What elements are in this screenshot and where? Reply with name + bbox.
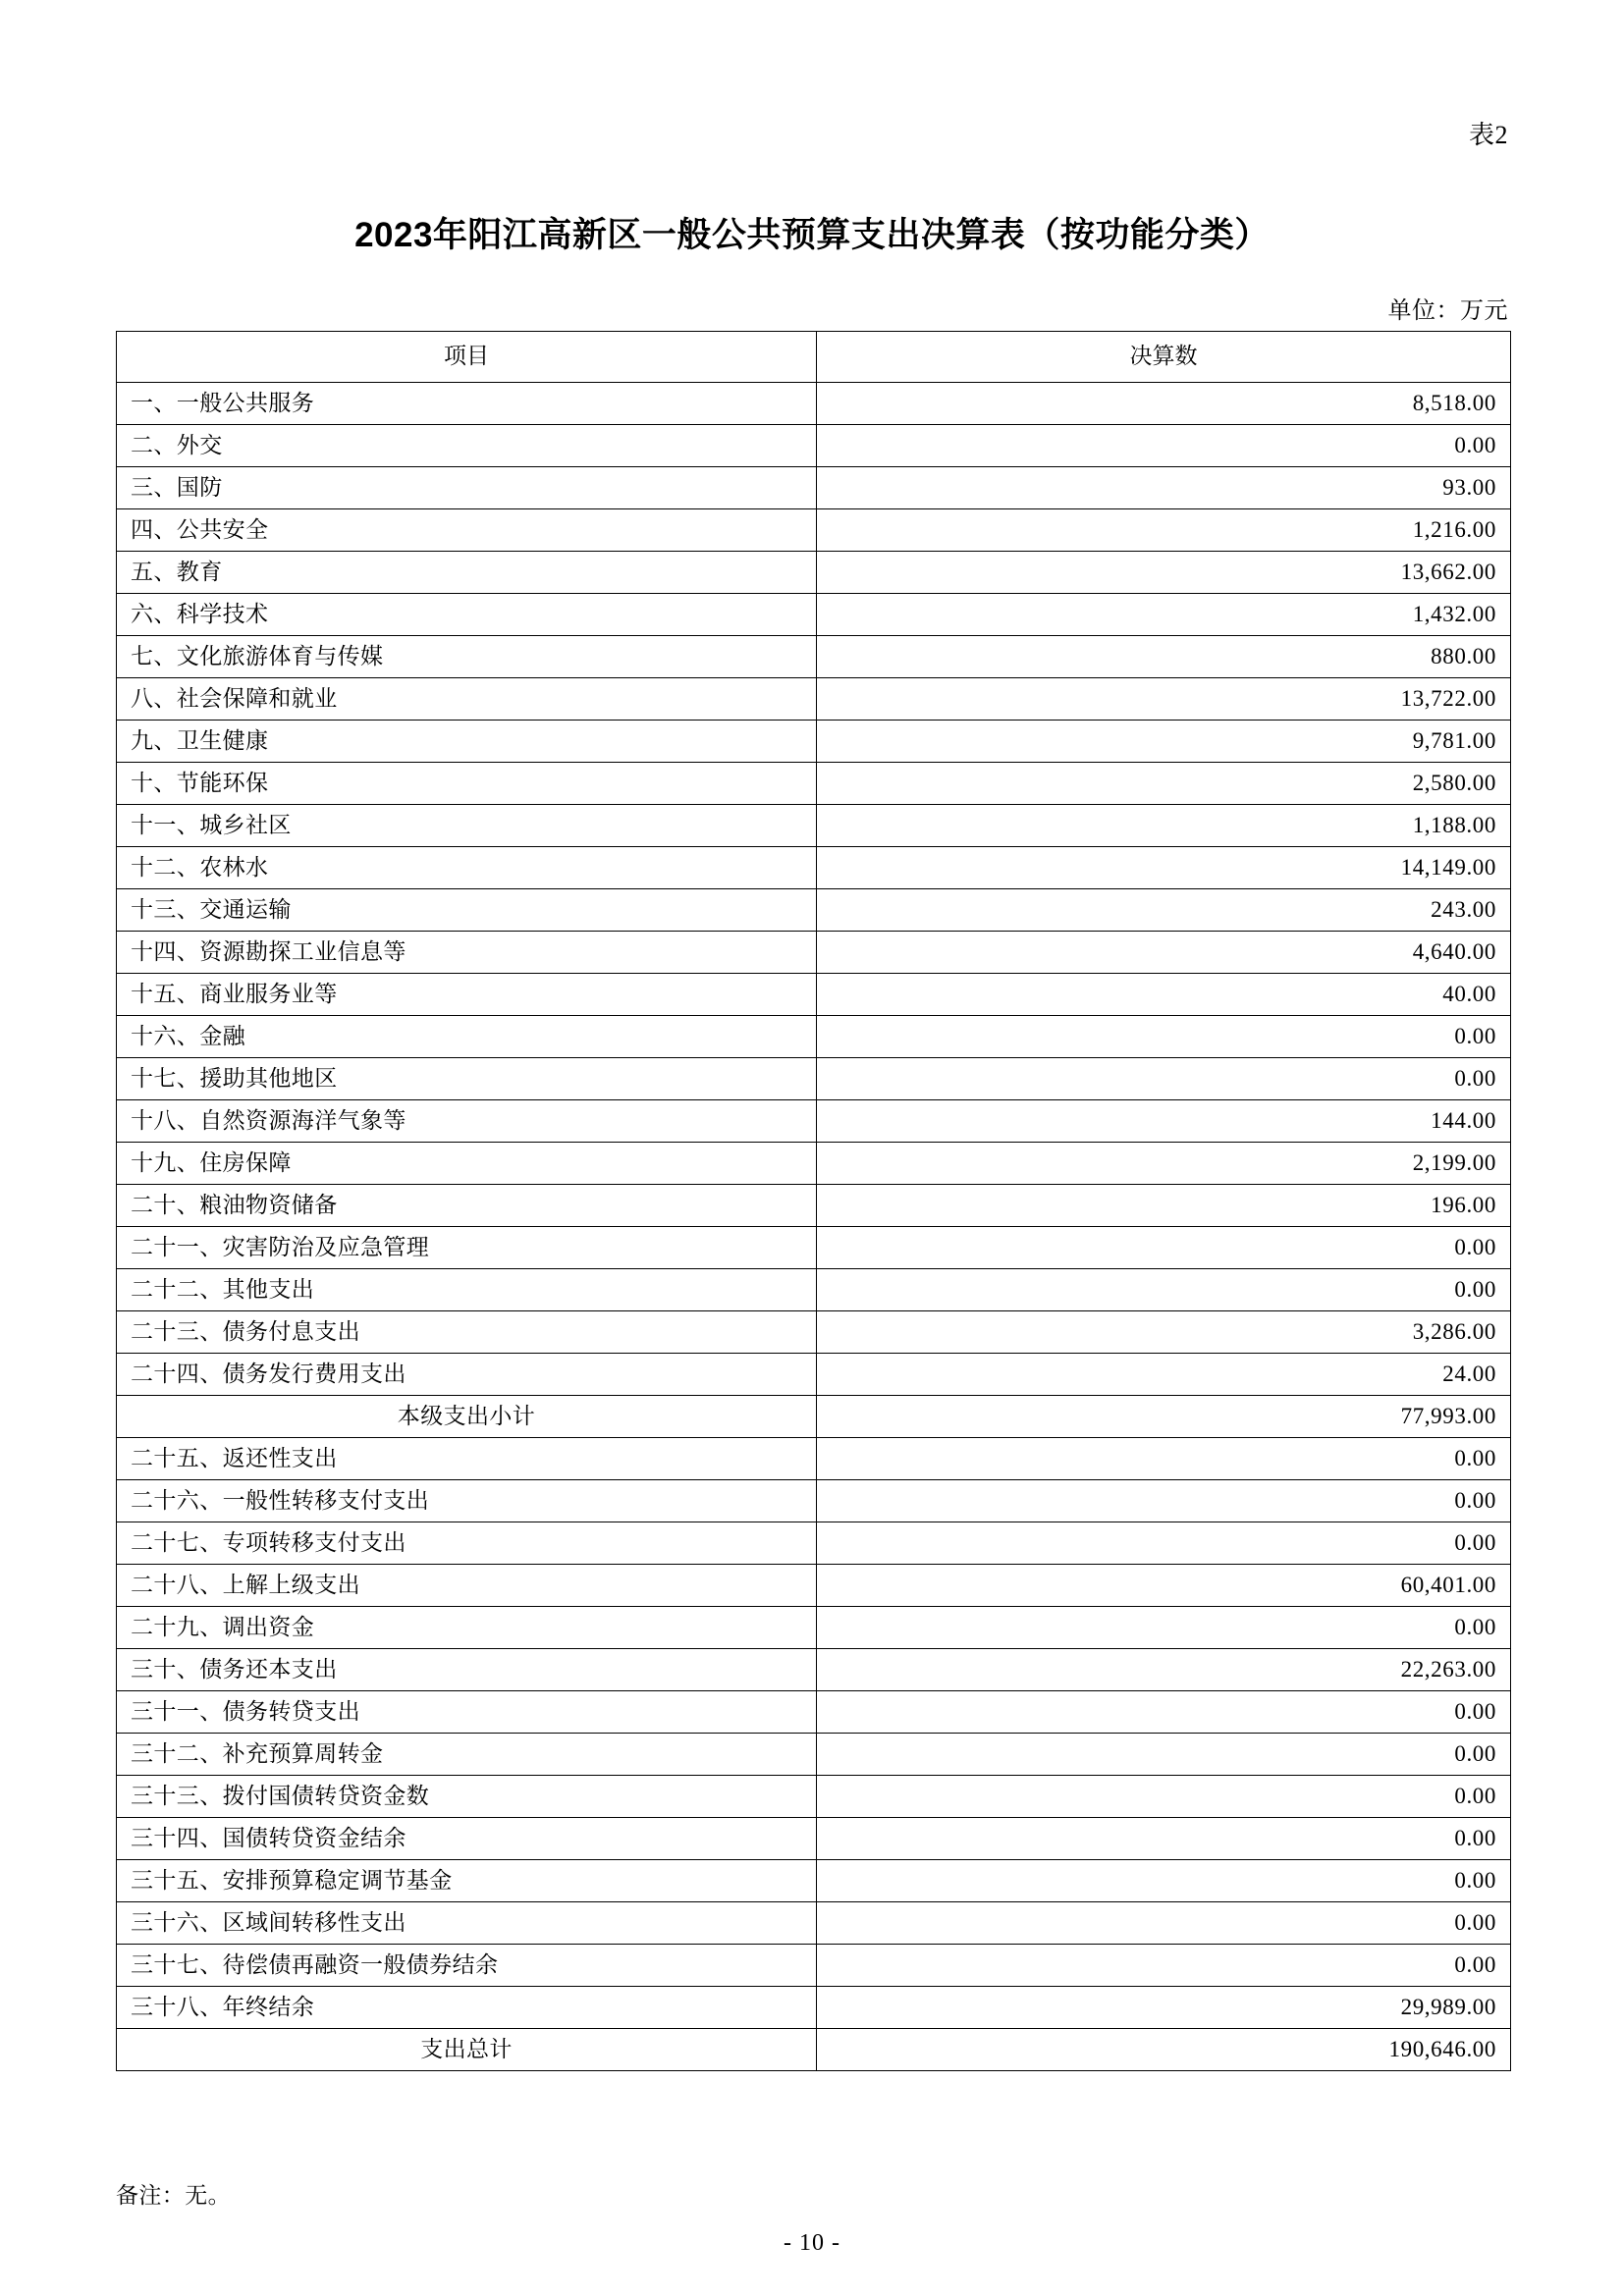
table-row	[117, 1016, 1511, 1058]
table-row	[117, 889, 1511, 932]
row-item-label: 二十六、一般性转移支付支出	[117, 1480, 817, 1522]
table-header	[117, 332, 1511, 383]
table-row	[117, 594, 1511, 636]
row-item-label: 十八、自然资源海洋气象等	[117, 1100, 817, 1143]
table-row	[117, 2029, 1511, 2071]
row-value: 1,188.00	[817, 805, 1511, 847]
table-row	[117, 1607, 1511, 1649]
row-value: 60,401.00	[817, 1565, 1511, 1607]
row-item-label: 三十六、区域间转移性支出	[117, 1902, 817, 1945]
table-body	[117, 383, 1511, 2071]
row-item-label: 一、一般公共服务	[117, 383, 817, 425]
row-item-label: 三十五、安排预算稳定调节基金	[117, 1860, 817, 1902]
table-row	[117, 552, 1511, 594]
row-item-label: 三十一、债务转贷支出	[117, 1691, 817, 1734]
row-value: 0.00	[817, 1607, 1511, 1649]
row-value: 40.00	[817, 974, 1511, 1016]
row-value: 0.00	[817, 1860, 1511, 1902]
table-row	[117, 932, 1511, 974]
row-value: 196.00	[817, 1185, 1511, 1227]
row-item-label: 七、文化旅游体育与传媒	[117, 636, 817, 678]
table-row	[117, 1902, 1511, 1945]
row-value: 93.00	[817, 467, 1511, 509]
row-item-label: 五、教育	[117, 552, 817, 594]
row-item-label: 二十、粮油物资储备	[117, 1185, 817, 1227]
table-row	[117, 1143, 1511, 1185]
expenditure-final-accounts-table	[116, 331, 1511, 2071]
table-row	[117, 1987, 1511, 2029]
table-row	[117, 1691, 1511, 1734]
row-item-label: 十五、商业服务业等	[117, 974, 817, 1016]
table-row	[117, 1565, 1511, 1607]
row-value: 13,722.00	[817, 678, 1511, 721]
table-row	[117, 721, 1511, 763]
column-header-item: 项目	[117, 332, 817, 383]
row-value: 0.00	[817, 1016, 1511, 1058]
remark-text: 备注：无。	[116, 2183, 231, 2208]
table-row	[117, 1058, 1511, 1100]
table-row	[117, 1860, 1511, 1902]
table-row	[117, 678, 1511, 721]
row-value: 0.00	[817, 1438, 1511, 1480]
table-row	[117, 467, 1511, 509]
row-item-label: 三十七、待偿债再融资一般债券结余	[117, 1945, 817, 1987]
row-item-label: 二十二、其他支出	[117, 1269, 817, 1311]
row-value: 2,580.00	[817, 763, 1511, 805]
row-item-label: 八、社会保障和就业	[117, 678, 817, 721]
row-value: 29,989.00	[817, 1987, 1511, 2029]
column-header-value: 决算数	[817, 332, 1511, 383]
row-item-label: 三十四、国债转贷资金结余	[117, 1818, 817, 1860]
row-value: 1,216.00	[817, 509, 1511, 552]
row-value: 13,662.00	[817, 552, 1511, 594]
page-number: - 10 -	[784, 2230, 840, 2256]
row-value: 4,640.00	[817, 932, 1511, 974]
row-value: 8,518.00	[817, 383, 1511, 425]
row-value: 0.00	[817, 1776, 1511, 1818]
row-item-label: 二十一、灾害防治及应急管理	[117, 1227, 817, 1269]
table-row	[117, 1269, 1511, 1311]
row-value: 14,149.00	[817, 847, 1511, 889]
table-row	[117, 1438, 1511, 1480]
row-item-label: 二十七、专项转移支付支出	[117, 1522, 817, 1565]
row-value: 1,432.00	[817, 594, 1511, 636]
row-value: 77,993.00	[817, 1396, 1511, 1438]
row-item-label: 九、卫生健康	[117, 721, 817, 763]
table-row	[117, 847, 1511, 889]
table-row	[117, 1818, 1511, 1860]
table-row	[117, 1522, 1511, 1565]
table-row	[117, 1185, 1511, 1227]
table-row	[117, 1734, 1511, 1776]
table-row	[117, 974, 1511, 1016]
row-value: 9,781.00	[817, 721, 1511, 763]
row-value: 0.00	[817, 425, 1511, 467]
row-item-label: 四、公共安全	[117, 509, 817, 552]
row-item-label: 十三、交通运输	[117, 889, 817, 932]
row-item-label: 二、外交	[117, 425, 817, 467]
row-item-label: 三、国防	[117, 467, 817, 509]
row-value: 0.00	[817, 1734, 1511, 1776]
row-value: 0.00	[817, 1691, 1511, 1734]
row-value: 190,646.00	[817, 2029, 1511, 2071]
table-row	[117, 1776, 1511, 1818]
row-value: 0.00	[817, 1902, 1511, 1945]
row-item-label: 十六、金融	[117, 1016, 817, 1058]
row-value: 0.00	[817, 1818, 1511, 1860]
row-value: 2,199.00	[817, 1143, 1511, 1185]
table-row	[117, 1649, 1511, 1691]
row-value: 243.00	[817, 889, 1511, 932]
table-row	[117, 1227, 1511, 1269]
row-item-label: 十四、资源勘探工业信息等	[117, 932, 817, 974]
row-value: 144.00	[817, 1100, 1511, 1143]
table-row	[117, 1100, 1511, 1143]
table-row	[117, 1480, 1511, 1522]
row-item-label: 十二、农林水	[117, 847, 817, 889]
row-item-label: 二十八、上解上级支出	[117, 1565, 817, 1607]
row-value: 3,286.00	[817, 1311, 1511, 1354]
row-value: 0.00	[817, 1269, 1511, 1311]
row-item-label: 十一、城乡社区	[117, 805, 817, 847]
table-row	[117, 1945, 1511, 1987]
row-item-label: 三十三、拨付国债转贷资金数	[117, 1776, 817, 1818]
row-item-label: 二十三、债务付息支出	[117, 1311, 817, 1354]
row-item-label: 十九、住房保障	[117, 1143, 817, 1185]
row-item-label: 十、节能环保	[117, 763, 817, 805]
table-row	[117, 763, 1511, 805]
table-row	[117, 805, 1511, 847]
row-value: 0.00	[817, 1058, 1511, 1100]
row-value: 0.00	[817, 1227, 1511, 1269]
table-number-label: 表2	[1468, 121, 1508, 149]
table-row	[117, 383, 1511, 425]
row-item-label: 支出总计	[117, 2029, 817, 2071]
table-row	[117, 1311, 1511, 1354]
unit-note: 单位：万元	[1387, 298, 1508, 324]
table-row	[117, 636, 1511, 678]
row-item-label: 本级支出小计	[117, 1396, 817, 1438]
table-header-row	[117, 332, 1511, 383]
budget-table-container	[116, 331, 1510, 2071]
row-value: 0.00	[817, 1480, 1511, 1522]
row-item-label: 二十四、债务发行费用支出	[117, 1354, 817, 1396]
row-value: 22,263.00	[817, 1649, 1511, 1691]
row-value: 0.00	[817, 1945, 1511, 1987]
row-value: 24.00	[817, 1354, 1511, 1396]
row-item-label: 十七、援助其他地区	[117, 1058, 817, 1100]
table-row	[117, 425, 1511, 467]
row-item-label: 二十五、返还性支出	[117, 1438, 817, 1480]
row-item-label: 三十二、补充预算周转金	[117, 1734, 817, 1776]
row-item-label: 二十九、调出资金	[117, 1607, 817, 1649]
row-item-label: 六、科学技术	[117, 594, 817, 636]
table-row	[117, 509, 1511, 552]
row-value: 880.00	[817, 636, 1511, 678]
table-row	[117, 1396, 1511, 1438]
row-item-label: 三十八、年终结余	[117, 1987, 817, 2029]
page-title: 2023年阳江高新区一般公共预算支出决算表（按功能分类）	[354, 216, 1270, 254]
row-value: 0.00	[817, 1522, 1511, 1565]
table-row	[117, 1354, 1511, 1396]
row-item-label: 三十、债务还本支出	[117, 1649, 817, 1691]
